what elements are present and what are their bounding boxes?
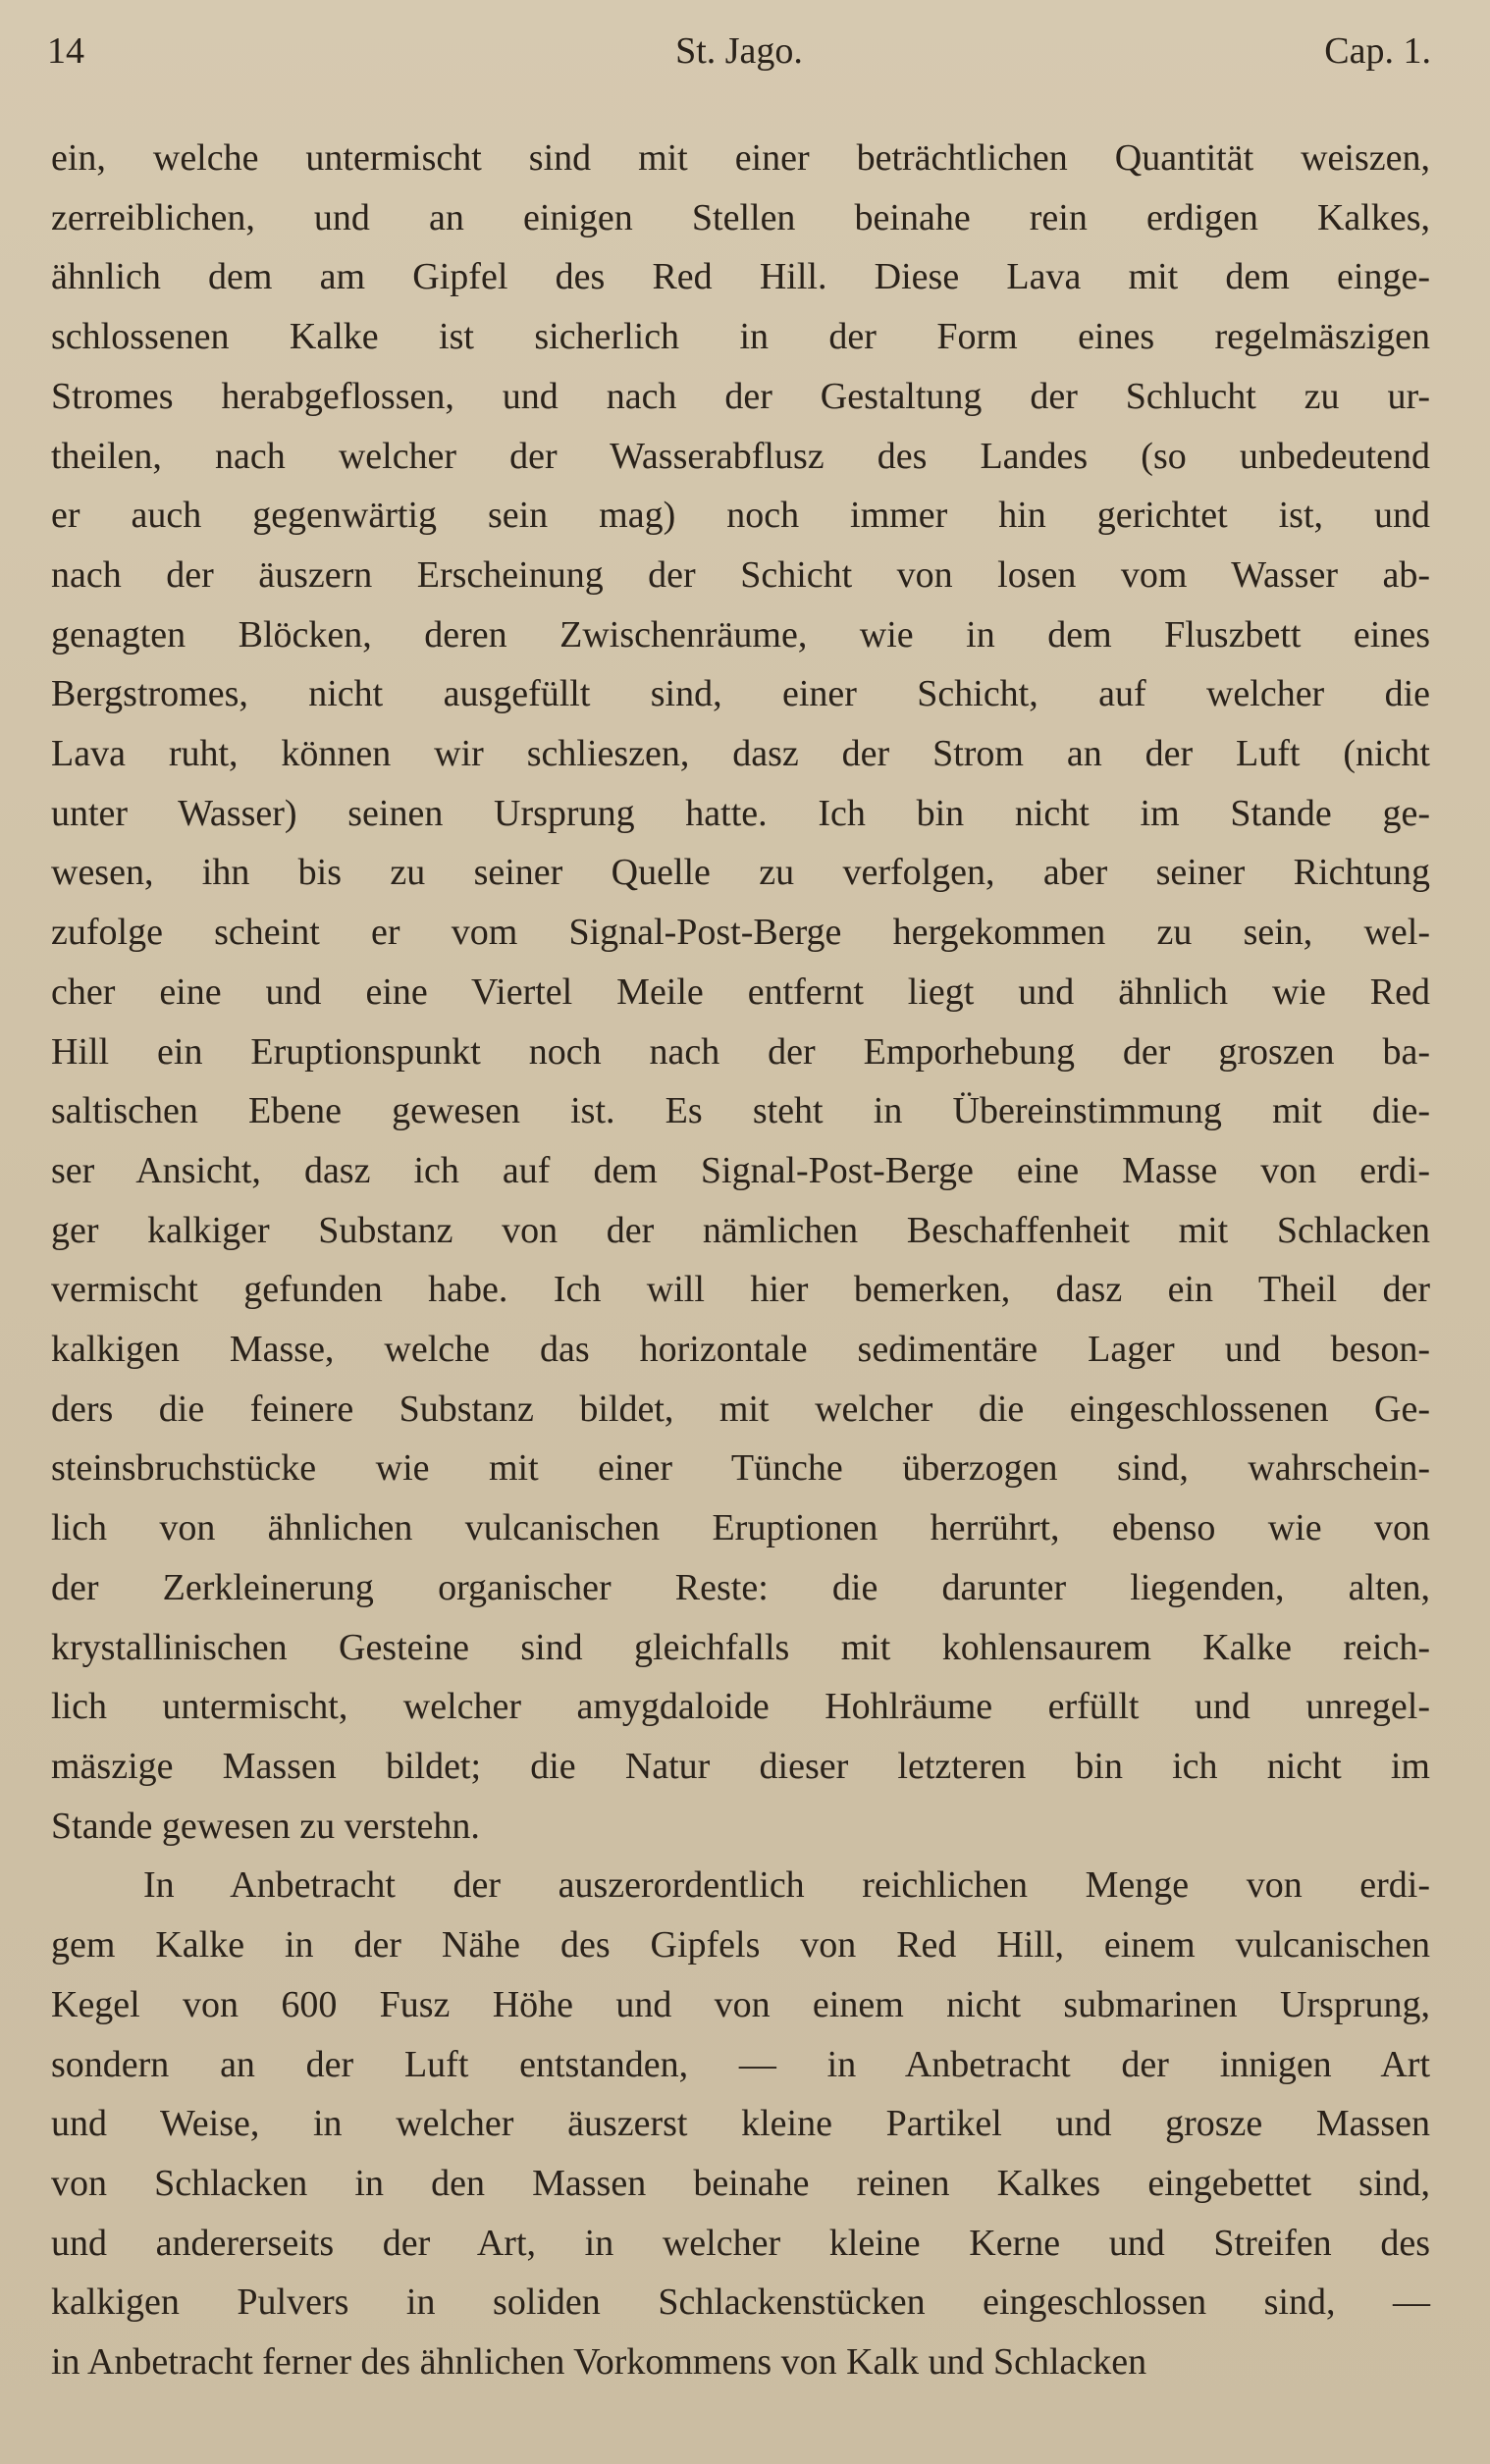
text-line: von Schlacken in den Massen beinahe reinen Kalkes eingebettet sind, bbox=[51, 2162, 1430, 2204]
text-line: lich von ähnlichen vulcanischen Eruptionen herrührt, ebenso wie von bbox=[51, 1507, 1430, 1549]
paragraph-2 bbox=[51, 1856, 1430, 2391]
page-header bbox=[47, 29, 1431, 79]
text-line: kalkigen Pulvers in soliden Schlackenstücken eingeschlossen sind, — bbox=[51, 2281, 1430, 2324]
text-line: zerreiblichen, und an einigen Stellen beinahe rein erdigen Kalkes, bbox=[51, 196, 1430, 238]
chapter-label: Cap. 1. bbox=[1324, 30, 1431, 72]
text-line: Lava ruht, können wir schlieszen, dasz der Strom an der Luft (nicht bbox=[51, 733, 1430, 775]
text-line: mäszige Massen bildet; die Natur dieser letzteren bin ich nicht im bbox=[51, 1745, 1430, 1787]
text-line: ger kalkiger Substanz von der nämlichen Beschaffenheit mit Schlacken bbox=[51, 1209, 1430, 1251]
text-line: saltischen Ebene gewesen ist. Es steht in Übereinstimmung mit die- bbox=[51, 1090, 1430, 1132]
text-line: cher eine und eine Viertel Meile entfernt liegt und ähnlich wie Red bbox=[51, 970, 1430, 1013]
text-line: In Anbetracht der auszerordentlich reichlichen Menge von erdi- bbox=[143, 1864, 1430, 1907]
text-line: wesen, ihn bis zu seiner Quelle zu verfolgen, aber seiner Richtung bbox=[51, 852, 1430, 894]
text-line: gem Kalke in der Nähe des Gipfels von Red Hill, einem vulcanischen bbox=[51, 1924, 1430, 1966]
text-line: krystallinischen Gesteine sind gleichfalls mit kohlensaurem Kalke reich- bbox=[51, 1626, 1430, 1668]
text-line: sondern an der Luft entstanden, — in Anbetracht der innigen Art bbox=[51, 2043, 1430, 2085]
text-line: Bergstromes, nicht ausgefüllt sind, einer Schicht, auf welcher die bbox=[51, 673, 1430, 715]
page-body bbox=[51, 129, 1430, 2392]
text-line: unter Wasser) seinen Ursprung hatte. Ich bin nicht im Stande ge- bbox=[51, 792, 1430, 834]
text-line: ähnlich dem am Gipfel des Red Hill. Diese Lava mit dem einge- bbox=[51, 256, 1430, 298]
text-line: genagten Blöcken, deren Zwischenräume, wie in dem Fluszbett eines bbox=[51, 613, 1430, 655]
text-line: ders die feinere Substanz bildet, mit welcher die eingeschlossenen Ge- bbox=[51, 1388, 1430, 1430]
running-title: St. Jago. bbox=[675, 30, 803, 72]
text-line: Hill ein Eruptionspunkt noch nach der Emporhebung der groszen ba- bbox=[51, 1030, 1430, 1073]
text-line: ser Ansicht, dasz ich auf dem Signal-Post-Berge eine Masse von erdi- bbox=[51, 1149, 1430, 1191]
page-number: 14 bbox=[47, 30, 84, 72]
text-line: kalkigen Masse, welche das horizontale sedimentäre Lager und beson- bbox=[51, 1329, 1430, 1371]
text-line: und andererseits der Art, in welcher kleine Kerne und Streifen des bbox=[51, 2222, 1430, 2264]
text-line: theilen, nach welcher der Wasserabflusz des Landes (so unbedeutend bbox=[51, 435, 1430, 477]
text-line: ein, welche untermischt sind mit einer beträchtlichen Quantität weiszen, bbox=[51, 137, 1430, 179]
text-line: nach der äuszern Erscheinung der Schicht von losen vom Wasser ab- bbox=[51, 553, 1430, 596]
text-line: der Zerkleinerung organischer Reste: die darunter liegenden, alten, bbox=[51, 1566, 1430, 1608]
text-line: steinsbruchstücke wie mit einer Tünche überzogen sind, wahrschein- bbox=[51, 1447, 1430, 1490]
text-line: Stromes herabgeflossen, und nach der Gestaltung der Schlucht zu ur- bbox=[51, 375, 1430, 417]
text-line: und Weise, in welcher äuszerst kleine Partikel und grosze Massen bbox=[51, 2103, 1430, 2145]
text-line: zufolge scheint er vom Signal-Post-Berge hergekommen zu sein, wel- bbox=[51, 912, 1430, 954]
text-line: lich untermischt, welcher amygdaloide Hohlräume erfüllt und unregel- bbox=[51, 1686, 1430, 1728]
text-line: er auch gegenwärtig sein mag) noch immer hin gerichtet ist, und bbox=[51, 495, 1430, 537]
text-line: Kegel von 600 Fusz Höhe und von einem nicht submarinen Ursprung, bbox=[51, 1983, 1430, 2025]
text-line: Stande gewesen zu verstehn. bbox=[51, 1805, 480, 1847]
text-line: vermischt gefunden habe. Ich will hier bemerken, dasz ein Theil der bbox=[51, 1269, 1430, 1311]
paragraph-1 bbox=[51, 129, 1430, 1856]
text-line: schlossenen Kalke ist sicherlich in der Form eines regelmäszigen bbox=[51, 316, 1430, 358]
text-line: in Anbetracht ferner des ähnlichen Vorkommens von Kalk und Schlacken bbox=[51, 2341, 1147, 2384]
